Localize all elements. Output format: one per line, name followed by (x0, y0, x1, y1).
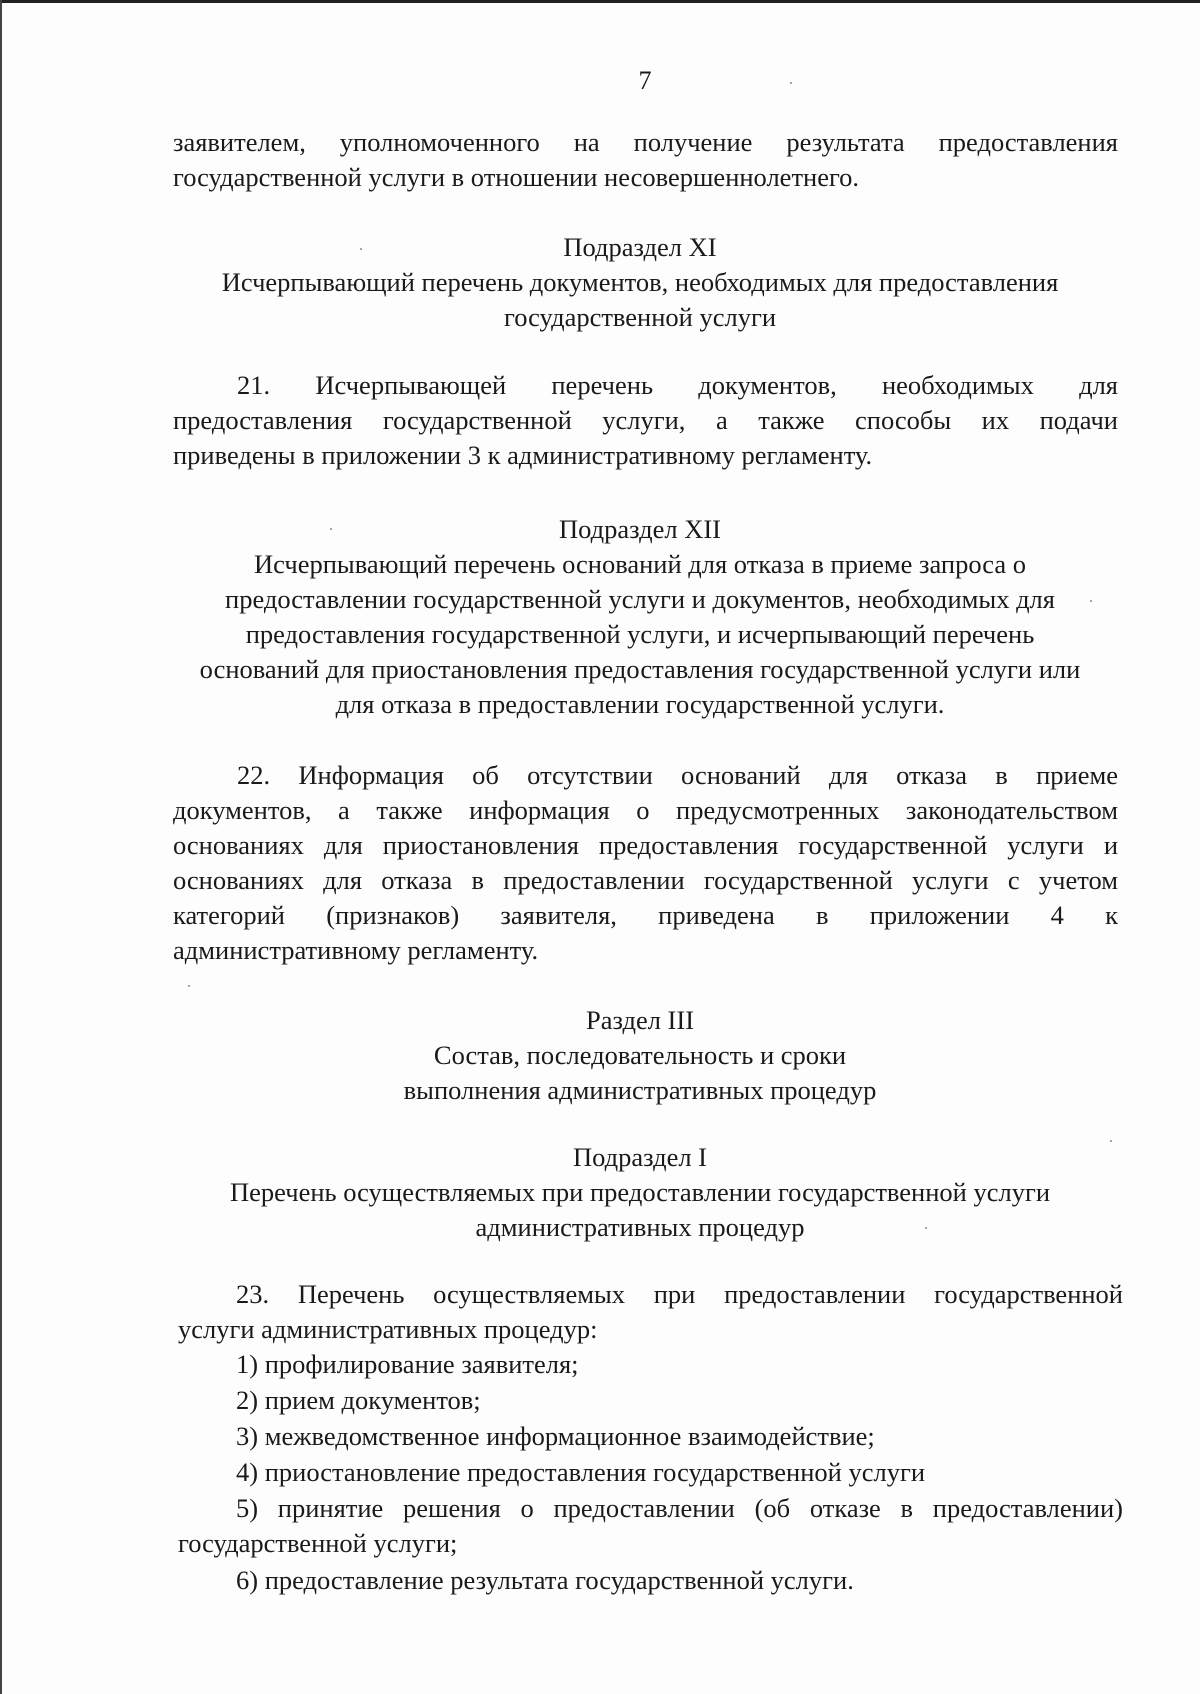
paragraph-21-line-1: 21. Исчерпывающей перечень документов, необходимых для (237, 370, 1118, 400)
intro-line-2: государственной услуги в отношении несовершеннолетнего. (173, 162, 860, 192)
scan-speck (360, 248, 362, 250)
section-3-heading (140, 1003, 1140, 1108)
subsection-11-heading-line-2: государственной услуги (503, 302, 777, 332)
subsection-1-heading-line-2: административных процедур (475, 1212, 805, 1242)
section-3-title: Раздел III (585, 1005, 695, 1035)
subsection-1-title: Подраздел I (572, 1142, 708, 1172)
scan-speck (188, 985, 190, 987)
subsection-11-heading-line-1: Исчерпывающий перечень документов, необходимых для предоставления (221, 267, 1059, 297)
paragraph-22-line-2: документов, а также информация о предусмотренных законодательством (173, 795, 1118, 825)
subsection-11-heading (140, 230, 1140, 335)
intro-line-1: заявителем, уполномоченного на получение результата предоставления (173, 127, 1118, 157)
subsection-1-heading (140, 1140, 1140, 1245)
paragraph-21-line-3: приведены в приложении 3 к административному регламенту. (173, 440, 873, 470)
paragraph-23-line-2: услуги административных процедур: (178, 1314, 598, 1344)
scan-speck (1090, 600, 1092, 602)
procedure-item-5-continuation: государственной услуги; (178, 1528, 458, 1558)
subsection-12-heading-line-4: оснований для приостановления предоставления государственной услуги или (199, 654, 1081, 684)
intro-paragraph (173, 125, 1118, 195)
paragraph-22 (173, 758, 1118, 968)
procedure-item-5-block (178, 1491, 1123, 1561)
procedure-item-1: 1) профилирование заявителя; (236, 1349, 579, 1379)
procedure-item-4: 4) приостановление предоставления государственной услуги (236, 1457, 925, 1487)
procedure-item-2: 2) прием документов; (236, 1385, 481, 1415)
paragraph-22-line-6: административному регламенту. (173, 935, 539, 965)
paragraph-22-line-1: 22. Информация об отсутствии оснований для отказа в приеме (237, 760, 1118, 790)
paragraph-22-line-4: основаниях для отказа в предоставлении государственной услуги с учетом (173, 865, 1118, 895)
section-3-heading-line-2: выполнения административных процедур (403, 1075, 877, 1105)
subsection-12-heading-line-2: предоставлении государственной услуги и документов, необходимых для (225, 584, 1055, 614)
procedure-item-6: 6) предоставление результата государственной услуги. (236, 1565, 854, 1595)
paragraph-21-line-2: предоставления государственной услуги, а также способы их подачи (173, 405, 1118, 435)
subsection-12-title: Подраздел XII (559, 514, 721, 544)
paragraph-23-line-1: 23. Перечень осуществляемых при предоставлении государственной (236, 1279, 1123, 1309)
procedure-item-5: 5) принятие решения о предоставлении (об отказе в предоставлении) (236, 1493, 1123, 1523)
subsection-12-heading-line-1: Исчерпывающий перечень оснований для отказа в приеме запроса о (254, 549, 1026, 579)
subsection-11-title: Подраздел XI (563, 232, 717, 262)
page-number: 7 (638, 66, 652, 95)
scan-left-border (0, 0, 2, 1694)
scan-speck (330, 528, 332, 530)
scan-top-border (0, 0, 1200, 3)
subsection-12-heading-line-5: для отказа в предоставлении государственной услуги. (335, 689, 945, 719)
section-3-heading-line-1: Состав, последовательность и сроки (433, 1040, 847, 1070)
procedure-item-3: 3) межведомственное информационное взаимодействие; (236, 1421, 875, 1451)
paragraph-21 (173, 368, 1118, 473)
paragraph-22-line-5: категорий (признаков) заявителя, приведена в приложении 4 к (173, 900, 1118, 930)
subsection-12-heading-line-3: предоставления государственной услуги, и исчерпывающий перечень (245, 619, 1035, 649)
scan-speck (790, 82, 792, 84)
subsection-12-heading (140, 512, 1140, 722)
subsection-1-heading-line-1: Перечень осуществляемых при предоставлении государственной услуги (229, 1177, 1050, 1207)
paragraph-23 (178, 1277, 1123, 1347)
paragraph-22-line-3: основаниях для приостановления предоставления государственной услуги и (173, 830, 1118, 860)
scan-speck (925, 1227, 927, 1229)
scan-speck (1110, 1140, 1112, 1142)
